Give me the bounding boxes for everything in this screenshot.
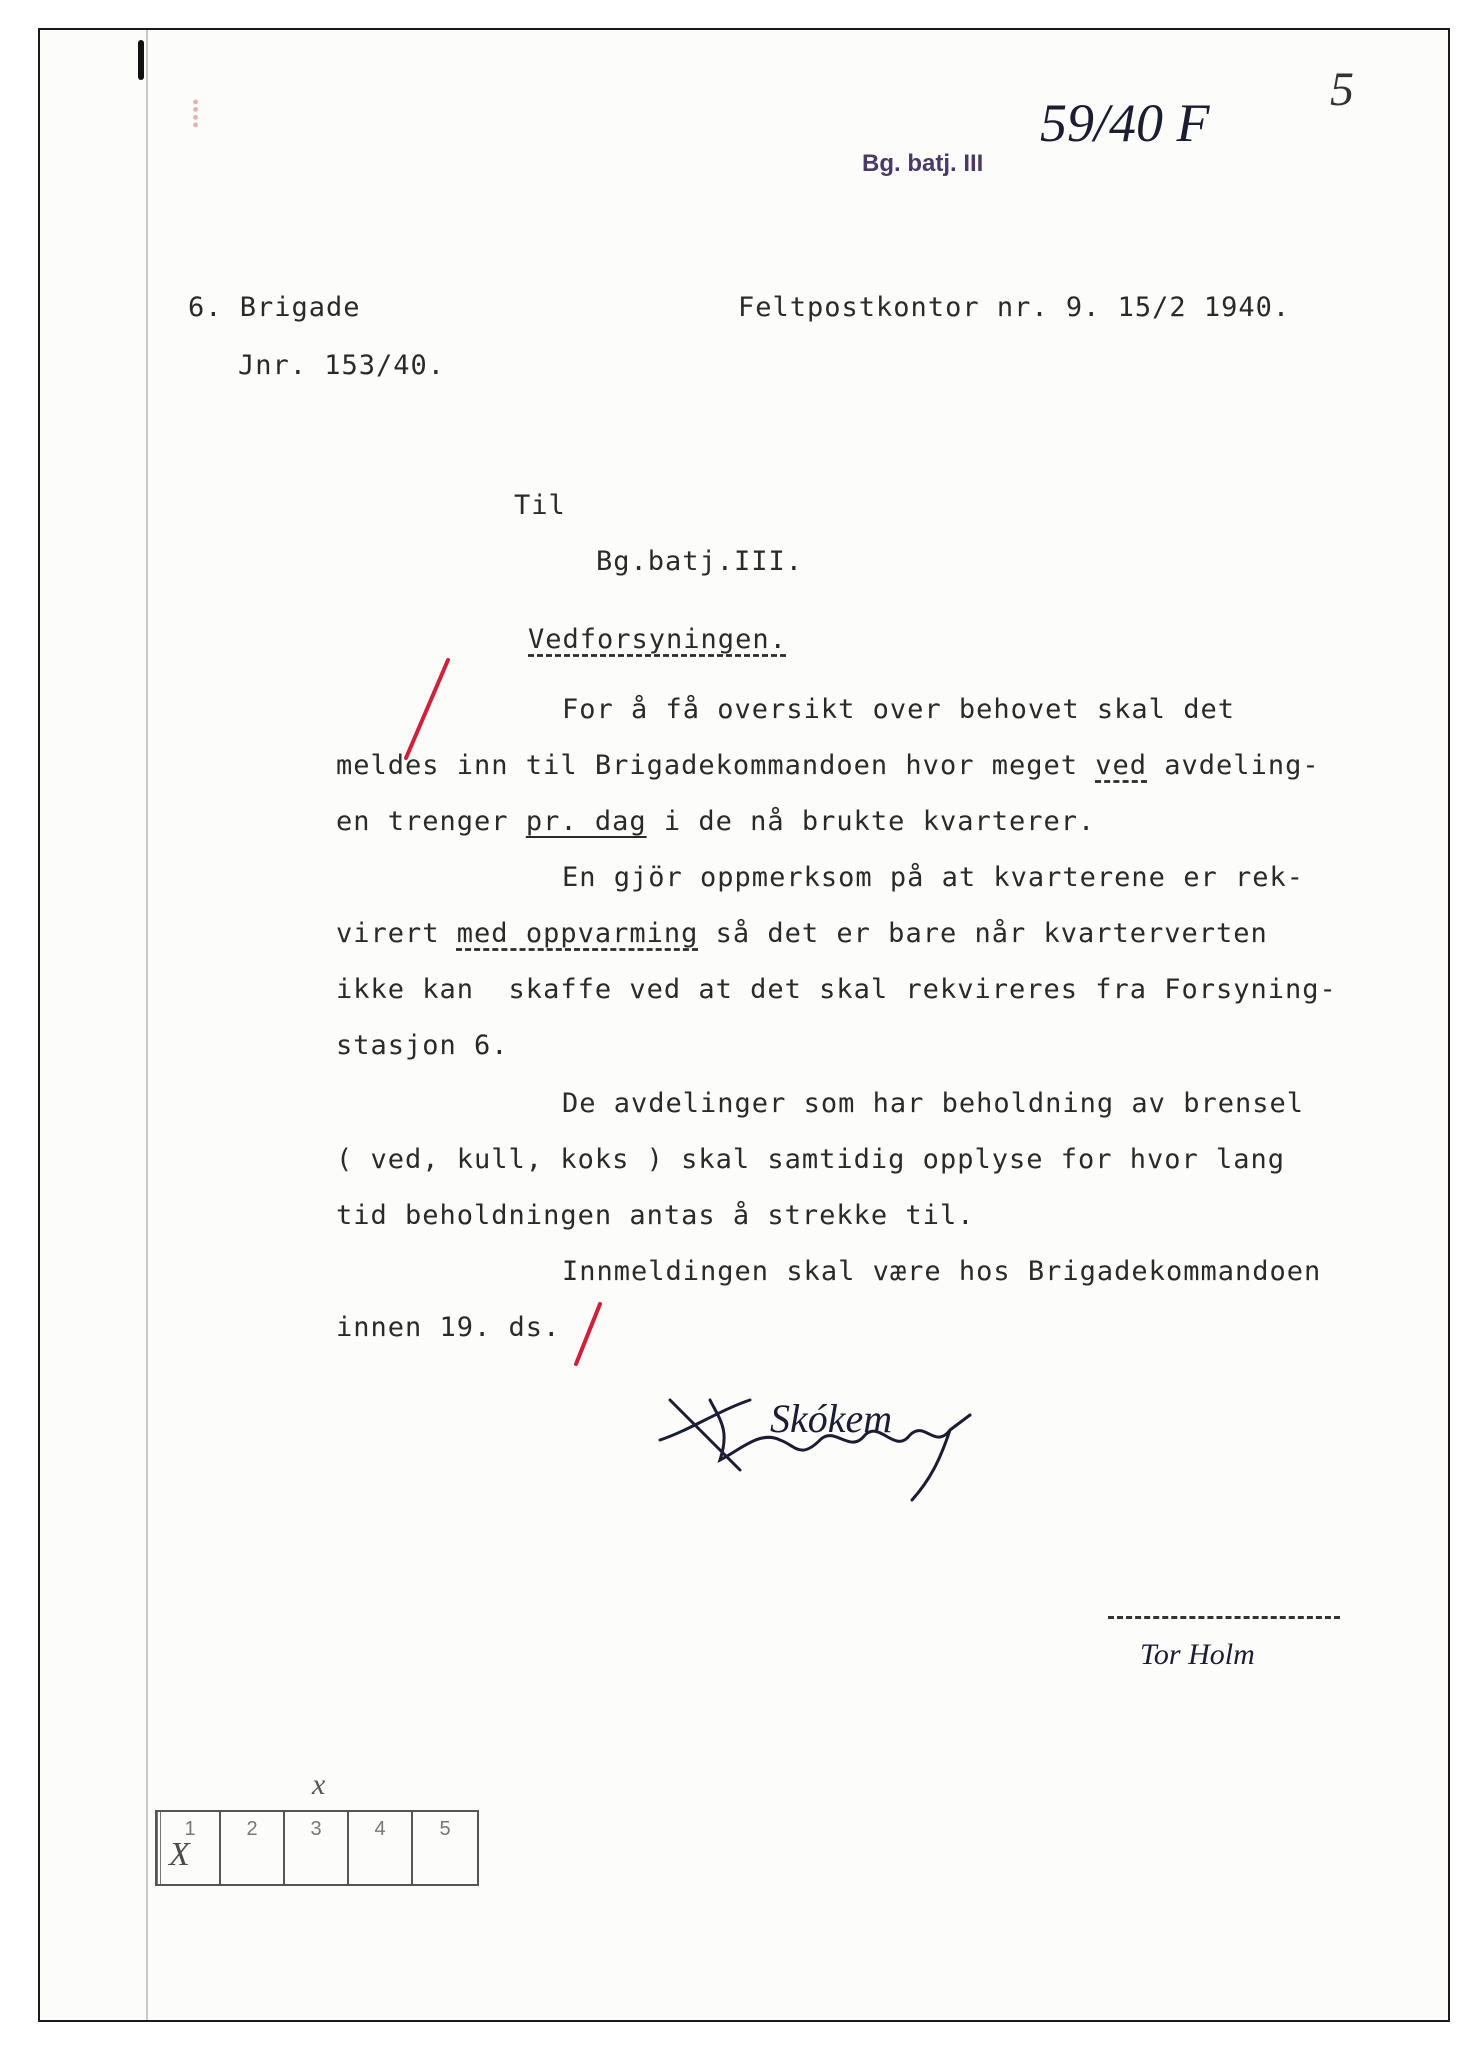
p3-line2: ( ved, kull, koks ) skal samtidig opplyse for hvor lang bbox=[336, 1144, 1286, 1175]
handwritten-signature bbox=[650, 1370, 1010, 1510]
page-number: 5 bbox=[1330, 63, 1354, 116]
p2-line2: virert med oppvarming så det er bare når kvarterverten bbox=[336, 918, 1268, 949]
faint-margin-marks: ⁞ bbox=[190, 91, 202, 136]
archive-reference: 59/40 F bbox=[1040, 93, 1210, 153]
numbered-box-grid bbox=[155, 1810, 479, 1886]
emphasis-ved: ved bbox=[1095, 750, 1148, 781]
p2-line4: stasjon 6. bbox=[336, 1030, 509, 1061]
grid-cell-3: 3 bbox=[285, 1812, 349, 1884]
p4-line1: Innmeldingen skal være hos Brigadekommandoen bbox=[562, 1256, 1322, 1287]
document-page bbox=[38, 28, 1450, 2022]
p4-line2: innen 19. ds. bbox=[336, 1312, 561, 1343]
grid-cell-1: 1 X bbox=[157, 1812, 221, 1884]
margin-rule bbox=[146, 30, 148, 2020]
grid-cross-mark: X bbox=[169, 1836, 190, 1873]
binder-mark bbox=[138, 40, 144, 80]
grid-top-mark: x bbox=[312, 1768, 326, 1801]
emphasis-med-oppvarming: med oppvarming bbox=[456, 918, 699, 949]
signatory-name: Tor Holm bbox=[1140, 1638, 1255, 1671]
p2-line1: En gjör oppmerksom på at kvarterene er rek- bbox=[562, 862, 1304, 893]
signature-rule bbox=[1108, 1616, 1340, 1619]
place-date: Feltpostkontor nr. 9. 15/2 1940. bbox=[738, 292, 1291, 323]
p1-line3: en trenger pr. dag i de nå brukte kvarterer. bbox=[336, 806, 1096, 837]
p2-line3: ikke kan skaffe ved at det skal rekvireres fra Forsyning- bbox=[336, 974, 1337, 1005]
red-pencil-mark-end bbox=[566, 1300, 610, 1370]
recipient-label: Til bbox=[514, 490, 566, 521]
signature-scrawl-text: Skókem bbox=[770, 1396, 893, 1441]
grid-cell-5: 5 bbox=[439, 1818, 451, 1840]
recipient-name: Bg.batj.III. bbox=[596, 546, 804, 577]
p1-line1: For å få oversikt over behovet skal det bbox=[562, 694, 1235, 725]
battalion-stamp: Bg. batj. III bbox=[862, 150, 984, 177]
red-pencil-mark bbox=[398, 654, 458, 764]
p3-line3: tid beholdningen antas å strekke til. bbox=[336, 1200, 975, 1231]
sender-unit: 6. Brigade bbox=[188, 292, 361, 323]
p3-line1: De avdelinger som har beholdning av brensel bbox=[562, 1088, 1304, 1119]
emphasis-pr-dag: pr. dag bbox=[525, 806, 647, 837]
grid-cell-2: 2 bbox=[221, 1812, 285, 1884]
grid-cell-4: 4 bbox=[349, 1812, 413, 1884]
p1-line2: meldes inn til Brigadekommandoen hvor meget ved avdeling- bbox=[336, 750, 1320, 781]
journal-number: Jnr. 153/40. bbox=[238, 350, 446, 381]
subject-line: Vedforsyningen. bbox=[528, 624, 787, 655]
